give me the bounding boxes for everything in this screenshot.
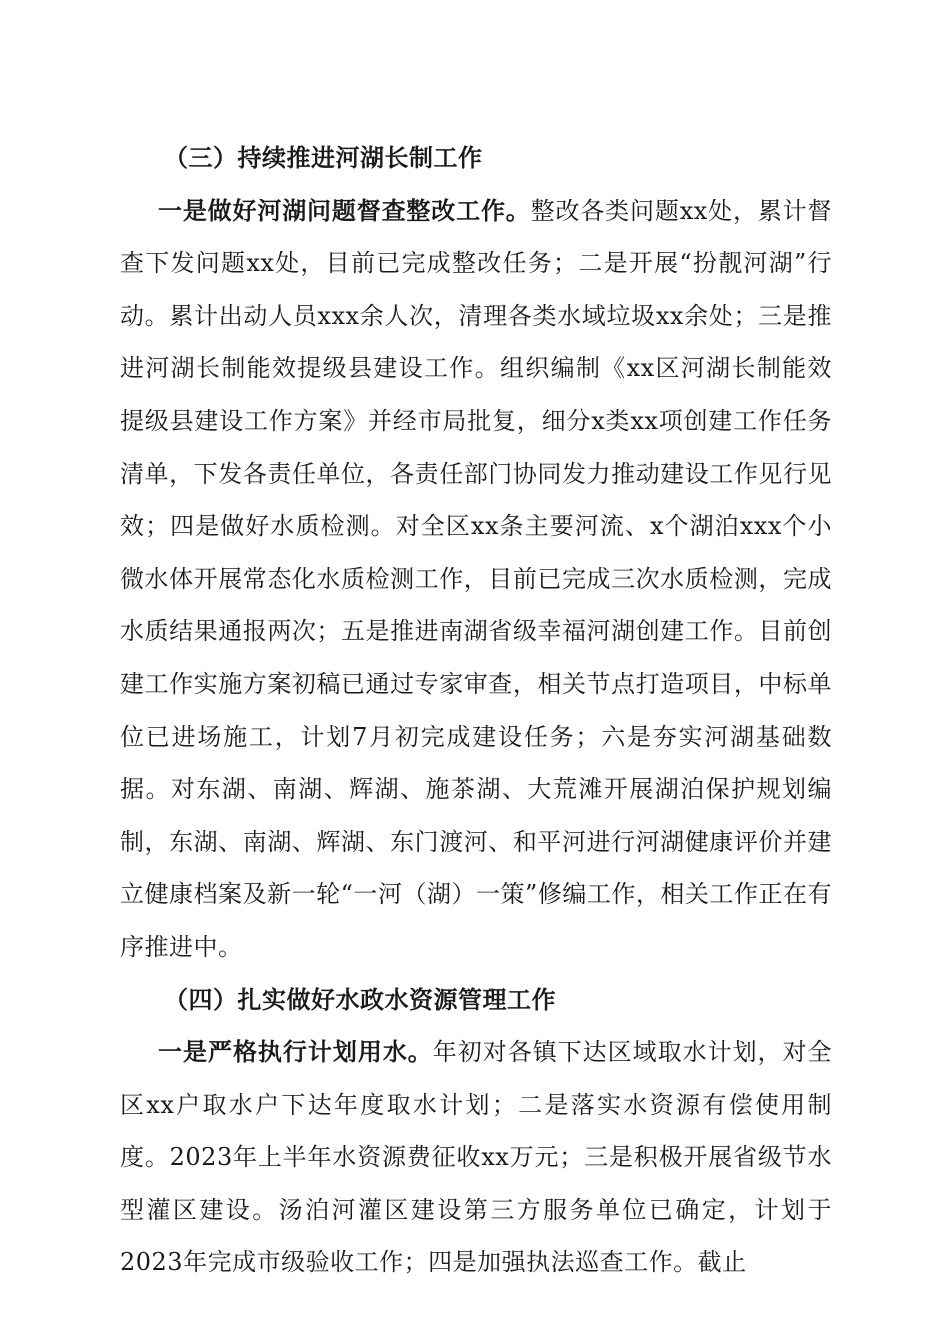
section-3-lead: 一是做好河湖问题督查整改工作。 [158, 195, 531, 225]
section-4-paragraph [120, 1026, 832, 1289]
section-3-paragraph [120, 185, 832, 974]
section-3-heading: （三）持续推进河湖长制工作 [164, 143, 483, 172]
section-4-body: 年初对各镇下达区域取水计划，对全区xx户取水户下达年度取水计划；二是落实水资源有偿使用制度。2023年上半年水资源费征收xx万元；三是积极开展省级节水型灌区建设。汤泊河灌区建设第三方服务单位已确定，计划于2023年完成市级验收工作；四是加强执法巡查工作。截止 [120, 1038, 833, 1277]
section-4-heading: （四）扎实做好水政水资源管理工作 [164, 984, 556, 1014]
section-4-lead: 一是严格执行计划用水。 [158, 1037, 433, 1067]
document-body [120, 132, 832, 1289]
section-3-body: 整改各类问题xx处，累计督查下发问题xx处，目前已完成整改任务；二是开展“扮靓河湖”行动。累计出动人员xxx余人次，清理各类水域垃圾xx余处；三是推进河湖长制能效提级县建设工作。组织编制《xx区河湖长制能效提级县建设工作方案》并经市局批复，细分x类xx项创建工作任务清单，下发各责任单位，各责任部门协同发力推动建设工作见行见效；四是做好水质检测。对全区xx条主要河流、x个湖泊xxx个小微水体开展常态化水质检测工作，目前已完成三次水质检测，完成水质结果通报两次；五是推进南湖省级幸福河湖创建工作。目前创建工作实施方案初稿已通过专家审查，相关节点打造项目，中标单位已进场施工，计划7月初完成建设任务；六是夯实河湖基础数据。对东湖、南湖、辉湖、施茶湖、大荒滩开展湖泊保护规划编制，东湖、南湖、辉湖、东门渡河、和平河进行河湖健康评价并建立健康档案及新一轮“一河（湖）一策”修编工作，相关工作正在有序推进中。 [120, 196, 833, 961]
